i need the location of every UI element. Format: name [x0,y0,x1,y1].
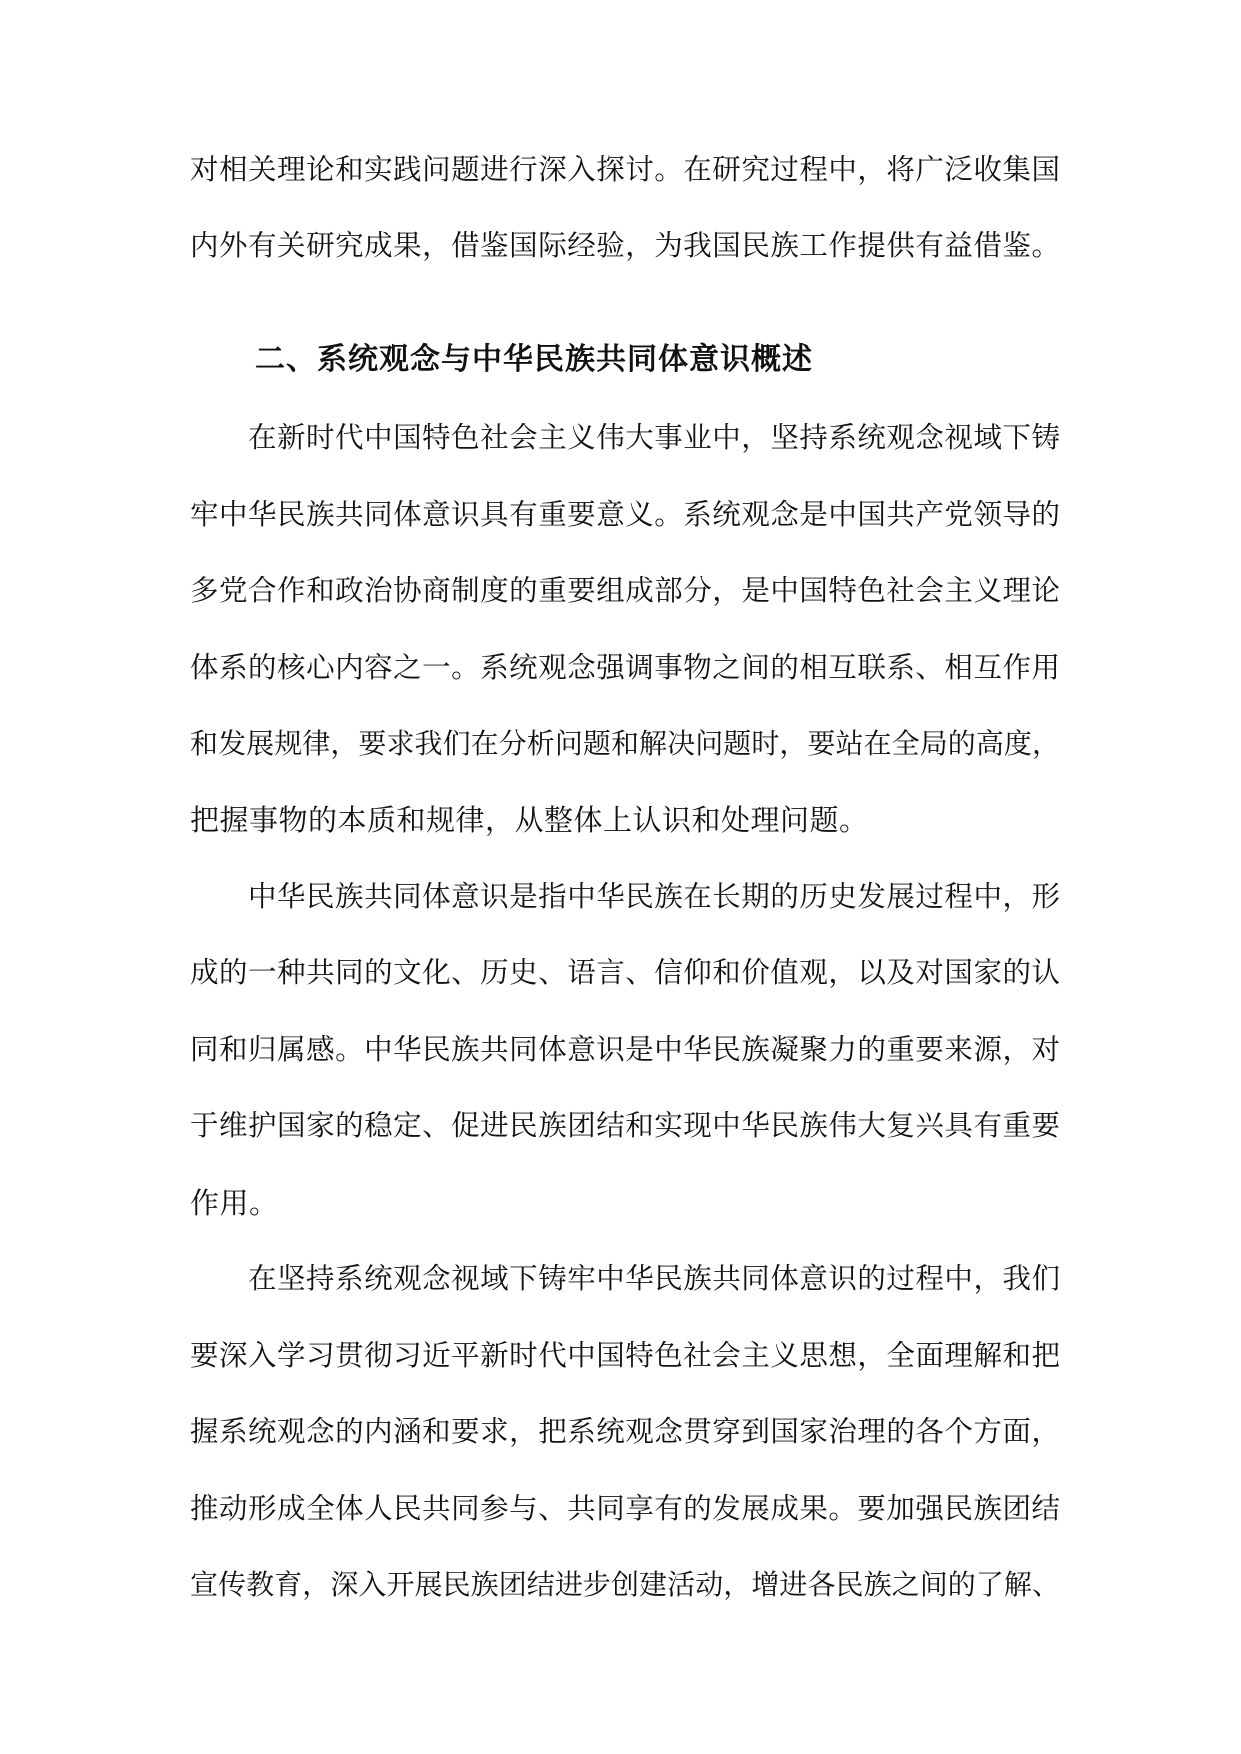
paragraph-1-line-1: 在新时代中国特色社会主义伟大事业中，坚持系统观念视域下铸 [248,421,1060,454]
paragraph-1-line-3: 多党合作和政治协商制度的重要组成部分，是中国特色社会主义理论 [190,574,1060,607]
paragraph-3-line-1: 在坚持系统观念视域下铸牢中华民族共同体意识的过程中，我们 [248,1262,1060,1295]
paragraph-2-line-2: 成的一种共同的文化、历史、语言、信仰和价值观，以及对国家的认 [190,956,1060,989]
section-heading: 二、系统观念与中华民族共同体意识概述 [255,342,813,377]
paragraph-1-line-6: 把握事物的本质和规律，从整体上认识和处理问题。 [190,803,869,837]
paragraph-3-line-2: 要深入学习贯彻习近平新时代中国特色社会主义思想，全面理解和把 [190,1339,1060,1372]
paragraph-2-line-1: 中华民族共同体意识是指中华民族在长期的历史发展过程中，形 [248,880,1060,913]
paragraph-3-line-3: 握系统观念的内涵和要求，把系统观念贯穿到国家治理的各个方面， [190,1415,1060,1448]
paragraph-1-line-4: 体系的核心内容之一。系统观念强调事物之间的相互联系、相互作用 [190,651,1060,684]
paragraph-3-line-5: 宣传教育，深入开展民族团结进步创建活动，增进各民族之间的了解、 [190,1568,1060,1601]
paragraph-2-line-3: 同和归属感。中华民族共同体意识是中华民族凝聚力的重要来源，对 [190,1033,1060,1066]
paragraph-2-line-5: 作用。 [190,1186,279,1220]
paragraph-3-line-4: 推动形成全体人民共同参与、共同享有的发展成果。要加强民族团结 [190,1492,1060,1525]
paragraph-1-line-5: 和发展规律，要求我们在分析问题和解决问题时，要站在全局的高度， [190,727,1060,760]
paragraph-2-line-4: 于维护国家的稳定、促进民族团结和实现中华民族伟大复兴具有重要 [190,1109,1060,1142]
intro-line-2: 内外有关研究成果，借鉴国际经验，为我国民族工作提供有益借鉴。 [190,229,1060,262]
intro-line-1: 对相关理论和实践问题进行深入探讨。在研究过程中，将广泛收集国 [190,153,1060,186]
paragraph-1-line-2: 牢中华民族共同体意识具有重要意义。系统观念是中国共产党领导的 [190,498,1060,531]
